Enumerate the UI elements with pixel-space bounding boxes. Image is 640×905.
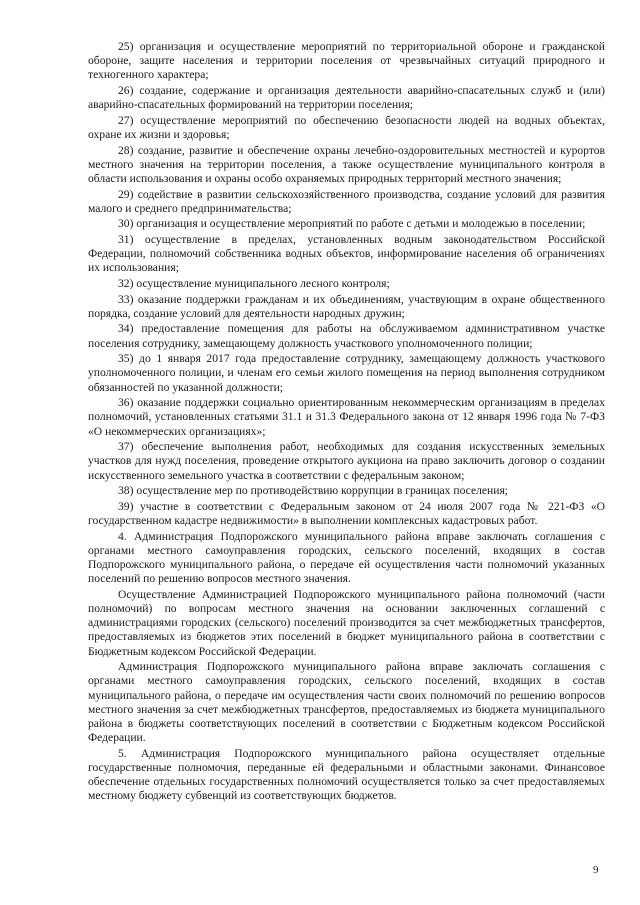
paragraph: 5. Администрация Подпорожского муниципального района осуществляет отдельные государственные полномочия, переданные ей федеральными и областными законами. Финансовое обеспечение отдельных государственных полномочий осуществляется только за счет предоставляемых местному бюджету субвенций из соответствующих бюджетов. [88,746,605,803]
paragraph: 37) обеспечение выполнения работ, необходимых для создания искусственных земельных участков для нужд поселения, проведение открытого аукциона на право заключить договор о создании искусственного земельного участка в соответствии с федеральным законом; [88,440,605,482]
paragraph: Администрация Подпорожского муниципального района вправе заключать соглашения с органами местного самоуправления городских, сельского поселений, входящих в состав муниципального района, о передаче им осуществления части своих полномочий по решению вопросов местного значения за счет межбюджетных трансфертов, предоставляемых из бюджета муниципального района в бюджеты соответствующих поселений в соответствии с Бюджетным кодексом Российской Федерации. [88,660,605,745]
paragraph: 26) создание, содержание и организация деятельности аварийно-спасательных служб и (или) аварийно-спасательных формирований на территории поселения; [88,84,605,112]
paragraph: 38) осуществление мер по противодействию коррупции в границах поселения; [118,484,508,498]
paragraph: 39) участие в соответствии с Федеральным законом от 24 июля 2007 года № 221-ФЗ «О государственном кадастре недвижимости» в выполнении комплексных кадастровых работ. [88,499,605,527]
paragraph: 30) организация и осуществление мероприятий по работе с детьми и молодежью в поселении; [118,217,586,231]
paragraph: 35) до 1 января 2017 года предоставление сотруднику, замещающему должность участкового уполномоченного полиции, и членам его семьи жилого помещения на период выполнения сотрудником обязанностей по указанной должности; [88,352,605,394]
paragraph: 31) осуществление в пределах, установленных водным законодательством Российской Федерации, полномочий собственника водных объектов, информирование населения об ограничениях их использования; [88,232,605,275]
paragraph: 34) предоставление помещения для работы на обслуживаемом административном участке поселения сотруднику, замещающему должность участкового уполномоченного полиции; [88,322,605,350]
paragraph: 27) осуществление мероприятий по обеспечению безопасности людей на водных объектах, охране их жизни и здоровья; [88,113,605,141]
paragraph: 25) организация и осуществление мероприятий по территориальной обороне и гражданской обороне, защите населения и территории поселения от чрезвычайных ситуаций природного и техногенного характера; [88,40,605,82]
paragraph: 32) осуществление муниципального лесного контроля; [118,276,390,290]
paragraph: 33) оказание поддержки гражданам и их объединениям, участвующим в охране общественного порядка, создание условий для деятельности народных дружин; [88,292,605,320]
paragraph: 29) содействие в развитии сельскохозяйственного производства, создание условий для развития малого и среднего предпринимательства; [88,187,605,215]
document-body [88,40,605,805]
page-number: 9 [593,864,599,876]
paragraph: 28) создание, развитие и обеспечение охраны лечебно-оздоровительных местностей и курортов местного значения на территории поселения, а также осуществление муниципального контроля в области использования и охраны особо охраняемых природных территорий местного значения; [88,143,605,185]
paragraph: Осуществление Администрацией Подпорожского муниципального района полномочий (части полномочий) по вопросам местного значения на основании заключенных соглашений с администрациями городских (сельского) поселений производится за счет межбюджетных трансфертов, предоставляемых из бюджетов этих поселений в бюджет муниципального района в соответствии с Бюджетным кодексом Российской Федерации. [88,587,605,658]
paragraph: 4. Администрация Подпорожского муниципального района вправе заключать соглашения с органами местного самоуправления городских, сельского поселений, входящих в состав Подпорожского муниципального района, о передаче ей осуществления части полномочий указанных поселений по решению вопросов местного значения. [88,529,605,586]
paragraph: 36) оказание поддержки социально ориентированным некоммерческим организациям в пределах полномочий, установленных статьями 31.1 и 31.3 Федерального закона от 12 января 1996 года № 7-ФЗ «О некоммерческих организациях»; [88,396,605,438]
